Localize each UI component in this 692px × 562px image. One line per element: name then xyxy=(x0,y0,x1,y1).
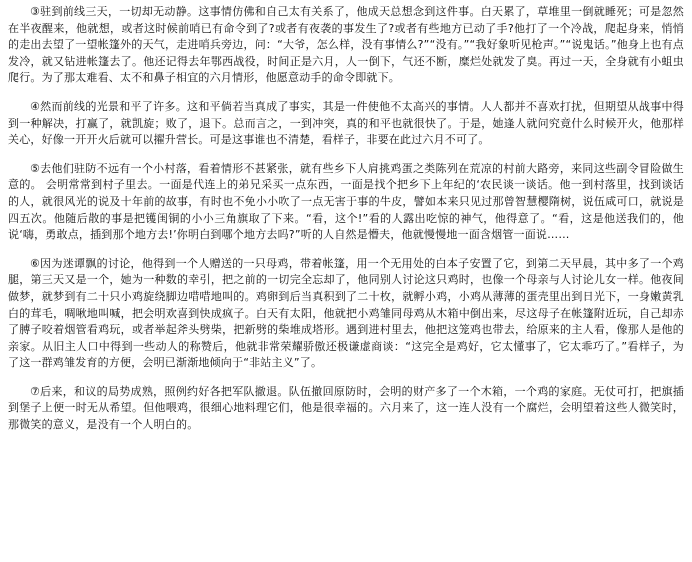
paragraph-5: ⑤去他们驻防不远有一个小村落，看着情形不甚紧张，就有些乡下人肩挑鸡蛋之类陈列在荒凉的村前大路旁，来同这些副令冒险做生意的。 会明常常到村子里去。一面是代连上的弟兄采买一点东西，一面是找个把乡下上年纪的‘农民谈一谈话。他一到村落里，找到谈话的人，就很风光的说及十年前的故事，有时也不免小小吹了一点无害于事的牛皮，譬如本来只见过那曾智慧樱隋树，说伍咸可口，就说是四五次。他随后散的事是把镬闺铜的小小三角旗取了下来。“看，这个!”看的人露出吃惊的神气，他得意了。“看，这是他送我们的，他说‘嗨，勇敢点，插到那个地方去!’你明白到哪个地方去吗?”听的人自然是懵夫，他就慢慢地一面含烟管一面说…… xyxy=(8,161,684,242)
paragraph-6: ⑥因为迷谭飘的讨论，他得到一个人赠送的一只母鸡，带着帐篷，用一个无用处的白本子安置了它，到第二天早晨，其中多了一个鸡腿，第三天又是一个，她为一种数的幸引，把之前的一切完全忘却了，他同别人讨论这只鸡时，也像一个母亲与人讨论儿女一样。他夜间做梦，就梦到有二十只小鸡旋绕脚边唶唶地叫的。鸡卵到后当真积到了二十枚，就孵小鸡，小鸡从薄薄的蛋壳里出到日光下，一身嫩黄乳白的茸毛，啁啾地叫喊，把会明欢喜到快成疯子。白天有太阳，他就把小鸡雏同母鸡从木箱中倒出来，尽这母子在帐篷附近玩，自己却赤了膊子咬着烟管看鸡玩，或者举起斧头劈柴，把新劈的柴堆成塔形。遇到进村里去，他把这笼鸡也带去，给原来的主人看，像那人是他的亲家。从旧主人口中得到一些动人的称赞后，他就非常荣耀骄傲还极谦虚商谈：“这完全是鸡好，它太懂事了，它太乖巧了。”看样子，为了这一群鸡雏发育的方便，会明已渐渐地倾向于“非站主义”了。 xyxy=(8,256,684,370)
paragraph-4: ④然而前线的光景和平了许多。这和平倘若当真成了事实，其是一件使他不太高兴的事情。人人都并不喜欢打扰，但期望从战事中得到一种解决，打赢了，就凯旋；败了，退下。总而言之，一到冲突，真的和平也就很快了。于是，她逢人就问究竟什么时候开火，他那样关心，好像一开开火后就可以擢升营长。可是这事谁也不清楚，看样子，非要在此过六月不可了。 xyxy=(8,99,684,147)
paragraph-7: ⑦后来，和议的局势成熟，照例约好各把军队撤退。队伍撤回原防时，会明的财产多了一个木箱，一个鸡的家庭。无仗可打，把旗插到堡子上便一时无从希望。但他喂鸡，很细心地料理它们，他是很幸福的。六月来了，这一连人没有一个腐烂，会明望着这些人微笑时，那微笑的意义，是没有一个人明白的。 xyxy=(8,384,684,432)
paragraph-3: ③驻到前线三天，一切却无动静。这事情仿佛和自己太有关系了，他成天总想念到这件事。白天累了，草堆里一倒就睡死；可是忽然在半夜醒来，他就想，或者这时候前哨已有命令到了?或者有夜袭的事发生了?或者有些地方已动了手?他打了一个冷战，爬起身来，悄悄的走出去望了一望帐篷外的天气，走进哨兵旁边，问：“大爷，怎么样，没有事情么?”“没有。”“我好象听见枪声。”“说鬼话。”他身上也有点发冷，就又钻进帐篷去了。他还记得去年鄂西战役，时间正是六月，人一倒下，气还不断，糜烂处就发了臭。再过一天，全身就有小蛆虫爬行。为了那太难看、太不和鼻子相宜的六月情形，他愿意动手的命令即就下。 xyxy=(8,5,684,85)
